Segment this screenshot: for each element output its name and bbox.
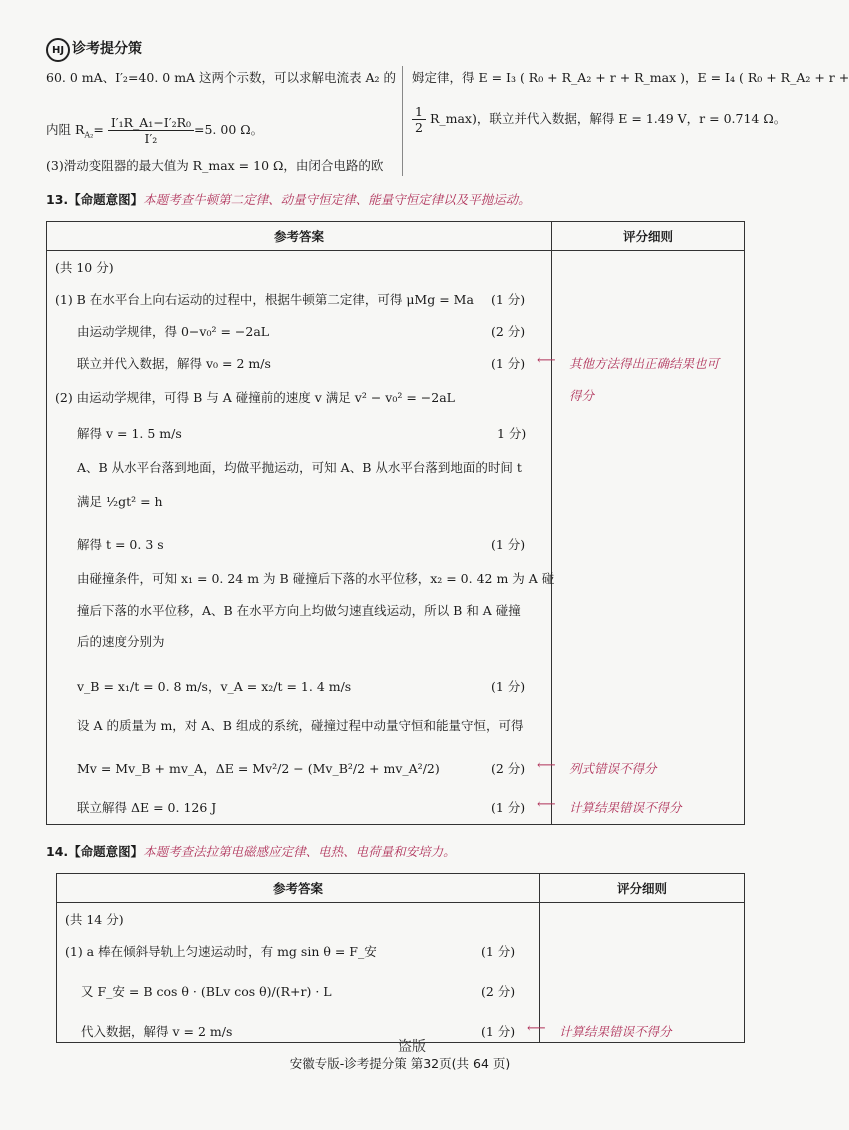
q13-points: (1 分) [491,537,526,552]
q13-points: (2 分) [491,761,526,776]
q14-col-divider [539,874,540,1042]
q13-line: 由碰撞条件，可知 x₁ = 0. 24 m 为 B 碰撞后下落的水平位移，x₂ = 0. 42 m 为 A 碰 [77,571,555,586]
arrow-left-icon: ⟵ [537,758,556,773]
q13-line: 后的速度分别为 [77,634,165,649]
brand-logo: HJ [46,38,70,62]
column-divider [402,66,403,176]
arrow-left-icon: ⟵ [537,353,556,368]
q14-points: (2 分) [481,984,516,999]
q13-label: 13.【命题意图】 [46,192,144,207]
q14-table [56,873,745,1043]
q13-line: (1) B 在水平台上向右运动的过程中，根据牛顿第二定律，可得 μMg = Ma [55,292,474,307]
q13-total: (共 10 分) [55,260,114,275]
q13-points: (2 分) [491,324,526,339]
q13-line: 由运动学规律，得 0−v₀² = −2aL [77,324,270,339]
q13-line: (2) 由运动学规律，可得 B 与 A 碰撞前的速度 v 满足 v² − v₀² = −2aL [55,390,455,405]
q13-intent [46,190,531,208]
right-frac-den: 2 [415,120,423,135]
q13-line: 满足 ½gt² = h [77,494,163,509]
q13-line: A、B 从水平台落到地面，均做平抛运动，可知 A、B 从水平台落到地面的时间 t [77,460,522,475]
q13-note-1b: 得分 [569,388,595,403]
q14-intent-text: 本题考查法拉第电磁感应定律、电热、电荷量和安培力。 [143,844,456,859]
brand-title: 诊考提分策 [72,41,142,57]
q13-note-3: 计算结果错误不得分 [569,800,682,815]
q13-line: 设 A 的质量为 m，对 A、B 组成的系统，碰撞过程中动量守恒和能量守恒，可得 [77,718,524,733]
q13-points: (1 分) [491,356,526,371]
q13-table [46,221,745,825]
top-right-line2: $\frac{1}{2}$ R_max)，联立并代入数据，解得 E = 1.49 V，r = 0.714 Ω。 [412,104,786,135]
q14-label: 14.【命题意图】 [46,844,144,859]
q13-note-2: 列式错误不得分 [569,761,657,776]
q13-points: (1 分) [491,800,526,815]
q14-points: (1 分) [481,944,516,959]
left-frac-den: I′₂ [144,131,158,146]
top-left-line2: 内阻 $R_{A_2}=$ $\frac{\text{I′₁R\_A₁−I′₂R₀}}{\text{I′₂}}$ =5. 00 Ω。 [46,115,264,146]
page-footer: 安徽专版-诊考提分策 第32页(共 64 页) [289,1056,511,1071]
q14-intent [46,842,456,860]
q13-line: 联立并代入数据，解得 v₀ = 2 m/s [77,356,271,371]
q13-line: v_B = x₁/t = 0. 8 m/s，v_A = x₂/t = 1. 4 m/s [77,679,352,694]
q14-col-rubric: 评分细则 [540,874,744,903]
top-left-line1: 60. 0 mA、I′₂=40. 0 mA 这两个示数，可以求解电流表 A₂ 的 [46,70,397,85]
q14-line: 代入数据，解得 v = 2 m/s [81,1024,233,1039]
q14-points: (1 分) [481,1024,516,1039]
q14-line: (1) a 棒在倾斜导轨上匀速运动时，有 mg sin θ = F_安 [65,944,377,959]
q13-line: Mv = Mv_B + mv_A，ΔE = Mv²/2 − (Mv_B²/2 + mv_A²/2) [77,761,440,776]
arrow-left-icon: ⟵ [527,1021,546,1036]
q13-intent-text: 本题考查牛顿第二定律、动量守恒定律、能量守恒定律以及平抛运动。 [143,192,531,207]
left-frac-num: I′₁R_A₁−I′₂R₀ [108,115,194,131]
q13-line: 解得 v = 1. 5 m/s [77,426,182,441]
q13-col-rubric: 评分细则 [552,222,744,251]
q13-col-divider [551,222,552,824]
q13-points: 1 分) [497,426,527,441]
q13-line: 联立解得 ΔE = 0. 126 J [77,800,217,815]
top-left-line3: (3)滑动变阻器的最大值为 R_max = 10 Ω，由闭合电路的欧 [46,158,384,173]
q13-points: (1 分) [491,292,526,307]
q14-note: 计算结果错误不得分 [559,1024,672,1039]
arrow-left-icon: ⟵ [537,797,556,812]
watermark: 盗版 [398,1039,426,1055]
q13-line: 撞后下落的水平位移，A、B 在水平方向上均做匀速直线运动，所以 B 和 A 碰撞 [77,603,521,618]
q14-total: (共 14 分) [65,912,124,927]
top-right-line1: 姆定律，得 E = I₃ ( R₀ + R_A₂ + r + R_max )，E = I₄ ( R₀ + R_A₂ + r + [412,70,849,85]
q13-col-answer: 参考答案 [47,222,551,251]
q14-line: 又 F_安 = B cos θ · (BLv cos θ)/(R+r) · L [81,984,332,999]
q13-line: 解得 t = 0. 3 s [77,537,164,552]
q13-note-1: 其他方法得出正确结果也可 [569,356,720,371]
q13-points: (1 分) [491,679,526,694]
right-frac-num: 1 [412,104,426,120]
q14-col-answer: 参考答案 [57,874,539,903]
